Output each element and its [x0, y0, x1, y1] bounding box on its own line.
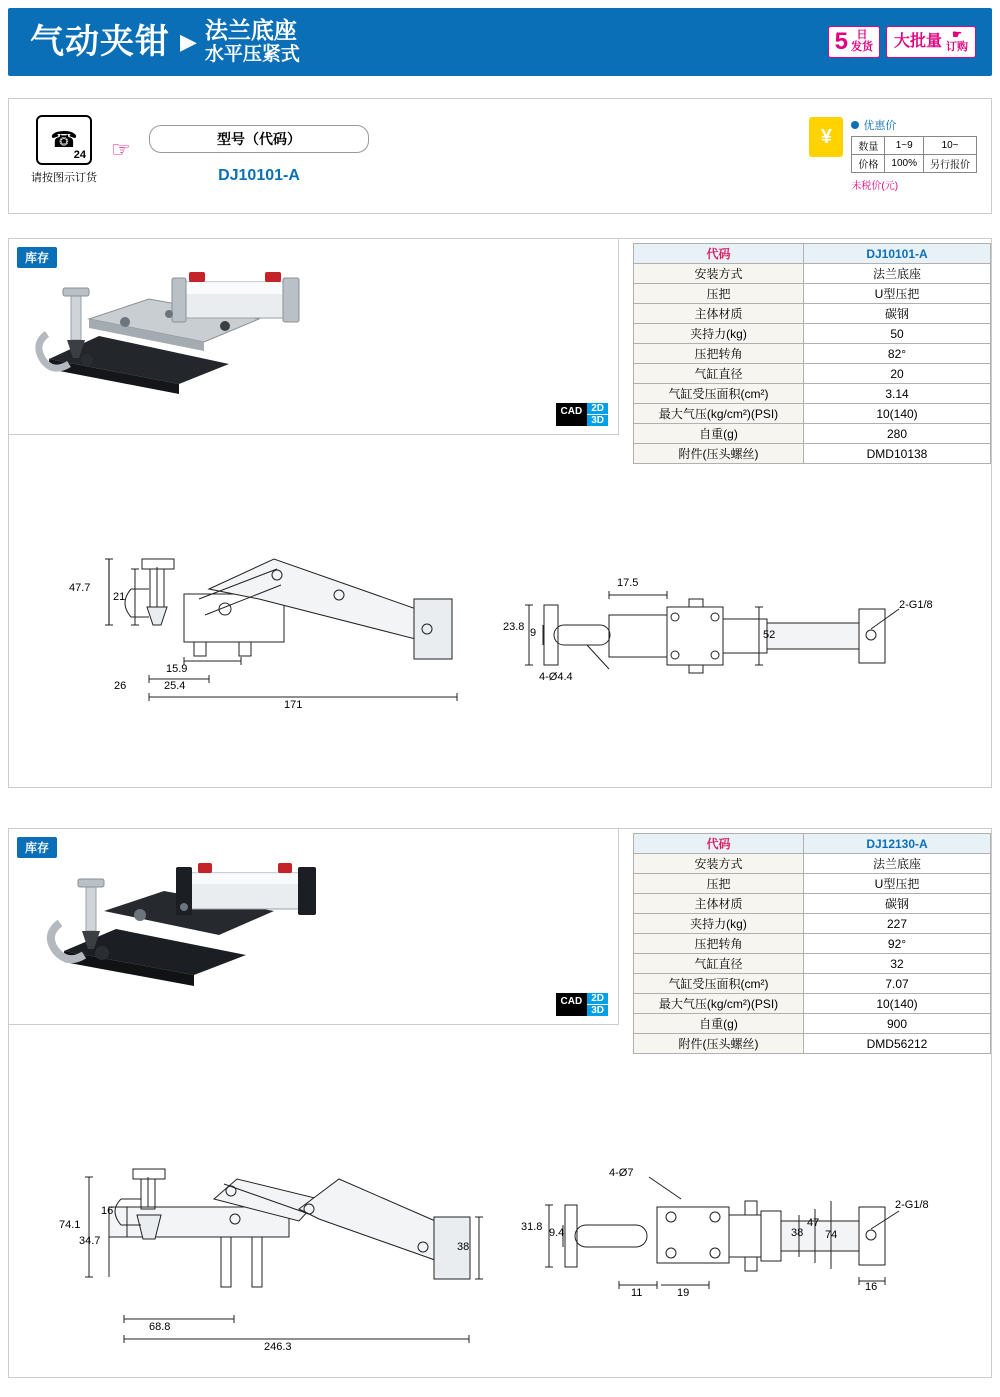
spec-value: 32	[804, 954, 991, 974]
phone-order-block	[27, 115, 101, 185]
technical-drawing-2	[9, 1029, 993, 1377]
dim2-top-3: 9.4	[549, 1227, 565, 1239]
spec-header-row-2	[634, 834, 991, 854]
model-block	[149, 125, 369, 185]
dim2-top-1: 4-Ø7	[609, 1167, 634, 1179]
spec-value: 法兰底座	[804, 854, 991, 874]
phone-icon: ☎ 24	[36, 115, 92, 165]
badge-5day-line1: 日	[856, 29, 868, 42]
spec-value: U型压把	[804, 874, 991, 894]
price-price-1: 100%	[885, 155, 924, 173]
spec-header-code-label-1: 代码	[634, 244, 804, 264]
product-panel-2	[8, 828, 992, 1378]
spec-row	[634, 994, 991, 1014]
technical-drawing-1	[9, 439, 993, 787]
dim-front-5: 26	[114, 680, 127, 692]
dim2-top-4: 11	[631, 1287, 643, 1299]
spec-value: 280	[804, 424, 991, 444]
header-badges	[828, 26, 976, 58]
spec-label: 自重(g)	[634, 424, 804, 444]
spec-value: DMD56212	[804, 1034, 991, 1054]
spec-row	[634, 894, 991, 914]
spec-value: 20	[804, 364, 991, 384]
spec-row	[634, 324, 991, 344]
spec-label: 最大气压(kg/cm²)(PSI)	[634, 994, 804, 1014]
spec-header-code-value-2: DJ12130-A	[804, 834, 991, 854]
spec-value: 碳钢	[804, 304, 991, 324]
cad-label-1: CAD	[556, 403, 588, 426]
spec-label: 压把	[634, 284, 804, 304]
product-photo-1	[9, 239, 619, 435]
dim-front-3: 15.9	[166, 663, 188, 675]
price-table-row-qty	[852, 137, 977, 155]
spec-label: 气缸直径	[634, 954, 804, 974]
spec-value: 900	[804, 1014, 991, 1034]
phone-caption: 请按图示订货	[31, 172, 97, 184]
spec-label: 气缸受压面积(cm²)	[634, 974, 804, 994]
model-label: 型号（代码）	[149, 125, 369, 153]
price-title-row	[851, 117, 977, 133]
page-header	[8, 8, 992, 76]
spec-label: 气缸直径	[634, 364, 804, 384]
spec-label: 附件(压头螺丝)	[634, 1034, 804, 1054]
spec-row	[634, 364, 991, 384]
spec-value: 碳钢	[804, 894, 991, 914]
dim2-top-10: 2-G1/8	[895, 1199, 929, 1211]
header-subtitle-1: 法兰底座	[204, 17, 297, 44]
spec-value: 92°	[804, 934, 991, 954]
dim-top-3: 9	[530, 627, 537, 639]
spec-row	[634, 874, 991, 894]
price-qty-label: 数量	[852, 137, 885, 155]
product-photo-2	[9, 829, 619, 1025]
page-title: 气动夹钳	[30, 23, 170, 61]
dim-top-1: 17.5	[617, 577, 639, 589]
badge-5-day-shipping	[828, 26, 880, 58]
drawing-svg-1	[9, 439, 993, 787]
dim2-front-5: 246.3	[264, 1341, 292, 1353]
spec-table-2	[633, 833, 991, 1054]
header-arrow-icon: ▶	[180, 29, 197, 54]
price-price-2: 另行报价	[924, 155, 977, 173]
dim-top-5: 52	[763, 629, 776, 641]
spec-value: 82°	[804, 344, 991, 364]
spec-label: 压把转角	[634, 934, 804, 954]
badge-bulk-line2: 订购	[946, 41, 968, 53]
cad-badge-1[interactable]	[556, 403, 608, 426]
dim2-front-6: 38	[457, 1241, 470, 1253]
spec-row	[634, 854, 991, 874]
cad-2d-1[interactable]: 2D	[587, 403, 608, 414]
price-qty-2: 10~	[924, 137, 977, 155]
badge-5day-number: 5	[834, 28, 848, 55]
spec-row	[634, 264, 991, 284]
spec-row	[634, 344, 991, 364]
price-table-row-price	[852, 155, 977, 173]
spec-row	[634, 284, 991, 304]
stock-badge-1: 库存	[17, 247, 57, 268]
spec-value: 10(140)	[804, 404, 991, 424]
spec-header-row-1	[634, 244, 991, 264]
product-illustration-2	[9, 829, 619, 1025]
spec-label: 安装方式	[634, 854, 804, 874]
model-code[interactable]: DJ10101-A	[218, 167, 300, 184]
price-qty-1: 1~9	[885, 137, 924, 155]
spec-label: 主体材质	[634, 304, 804, 324]
spec-label: 自重(g)	[634, 1014, 804, 1034]
product-panel-1	[8, 238, 992, 788]
price-title: 优惠价	[863, 120, 897, 132]
spec-row	[634, 954, 991, 974]
dim-top-2: 23.8	[503, 621, 525, 633]
cad-label-2: CAD	[556, 993, 588, 1016]
spec-row	[634, 404, 991, 424]
header-subtitle-2: 水平压紧式	[204, 43, 300, 65]
dim-top-6: 2-G1/8	[899, 599, 933, 611]
spec-label: 附件(压头螺丝)	[634, 444, 804, 464]
spec-row	[634, 384, 991, 404]
cad-2d-2[interactable]: 2D	[587, 993, 608, 1004]
pointing-hand-icon: ☞	[111, 137, 131, 162]
dim-front-2: 21	[113, 591, 126, 603]
badge-bulk-order	[886, 26, 976, 57]
spec-value: DMD10138	[804, 444, 991, 464]
spec-value: U型压把	[804, 284, 991, 304]
cad-3d-2[interactable]: 3D	[587, 1004, 608, 1016]
dim-front-4: 25.4	[164, 680, 186, 692]
header-subtitle-group	[205, 17, 300, 66]
order-bar	[8, 98, 992, 214]
spec-row	[634, 934, 991, 954]
price-price-label: 价格	[852, 155, 885, 173]
cad-badge-2[interactable]	[556, 993, 608, 1016]
dim2-top-2: 31.8	[521, 1221, 543, 1233]
badge-bulk-icon: ☛	[952, 29, 962, 42]
bullet-icon	[851, 121, 859, 129]
spec-label: 压把转角	[634, 344, 804, 364]
product-illustration-1	[9, 239, 619, 435]
spec-label: 气缸受压面积(cm²)	[634, 384, 804, 404]
price-table	[851, 136, 977, 173]
price-block	[809, 117, 977, 192]
stock-badge-2: 库存	[17, 837, 57, 858]
dim2-front-1: 74.1	[59, 1219, 81, 1231]
spec-value: 227	[804, 914, 991, 934]
badge-5day-line2: 发货	[850, 41, 873, 53]
dim-top-4: 4-Ø4.4	[539, 671, 573, 683]
dim2-front-3: 16	[101, 1205, 114, 1217]
spec-label: 夹持力(kg)	[634, 324, 804, 344]
phone-hours-label: 24	[73, 149, 86, 161]
dim2-front-2: 34.7	[79, 1235, 101, 1247]
spec-label: 主体材质	[634, 894, 804, 914]
dim2-top-6: 38	[791, 1227, 804, 1239]
cad-3d-1[interactable]: 3D	[587, 414, 608, 426]
tax-note: 未税价(元)	[851, 181, 899, 192]
spec-row	[634, 974, 991, 994]
spec-value: 10(140)	[804, 994, 991, 1014]
spec-value: 3.14	[804, 384, 991, 404]
dim2-top-9: 16	[865, 1281, 878, 1293]
spec-row	[634, 914, 991, 934]
dim2-top-8: 74	[825, 1229, 838, 1241]
spec-header-code-label-2: 代码	[634, 834, 804, 854]
spec-table-1	[633, 243, 991, 464]
spec-value: 7.07	[804, 974, 991, 994]
spec-label: 最大气压(kg/cm²)(PSI)	[634, 404, 804, 424]
spec-value: 法兰底座	[804, 264, 991, 284]
dim-front-1: 47.7	[69, 582, 91, 594]
spec-label: 压把	[634, 874, 804, 894]
dim2-front-4: 68.8	[149, 1321, 171, 1333]
spec-row	[634, 304, 991, 324]
badge-bulk-line1: 大批量	[893, 32, 942, 50]
spec-label: 夹持力(kg)	[634, 914, 804, 934]
dim2-top-7: 47	[807, 1217, 820, 1229]
spec-header-code-value-1: DJ10101-A	[804, 244, 991, 264]
spec-label: 安装方式	[634, 264, 804, 284]
dim-front-6: 171	[284, 699, 303, 711]
yen-icon: ¥	[809, 117, 843, 157]
dim2-top-5: 19	[677, 1287, 690, 1299]
spec-value: 50	[804, 324, 991, 344]
